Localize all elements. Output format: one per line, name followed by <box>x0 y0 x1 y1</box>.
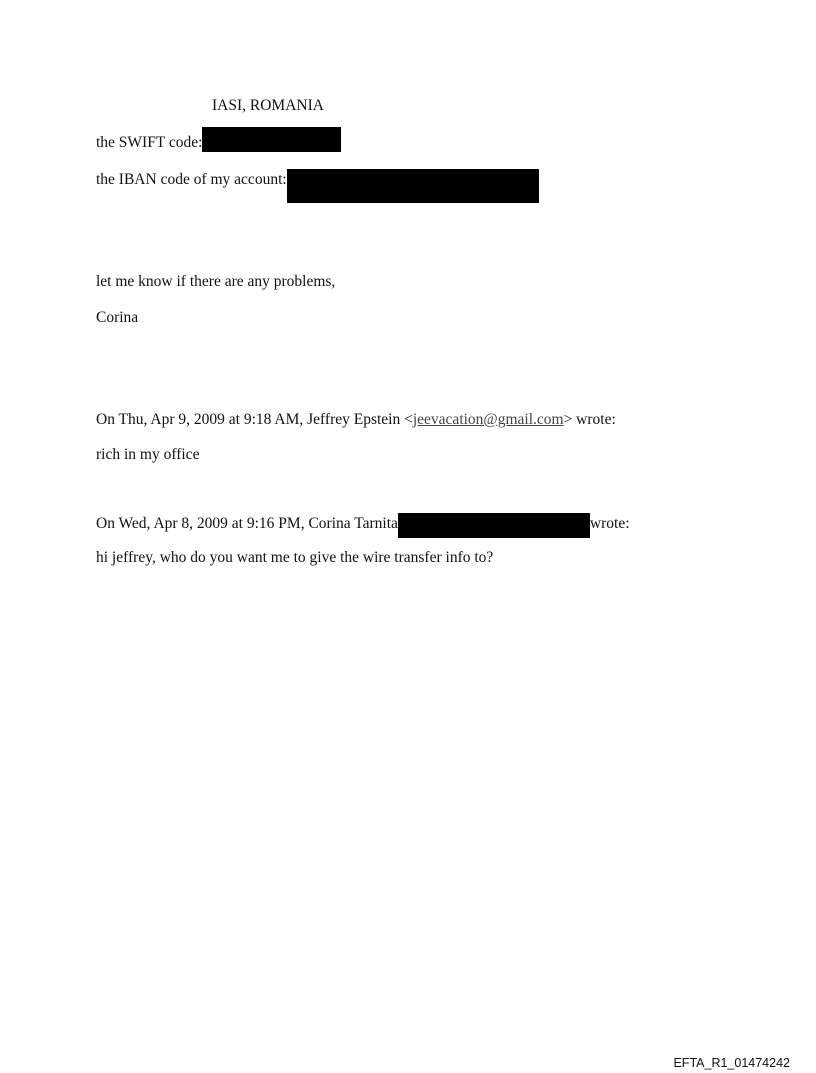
swift-label: the SWIFT code: <box>96 134 203 151</box>
quote-header-1-prefix: On Thu, Apr 9, 2009 at 9:18 AM, Jeffrey Epstein < <box>96 411 413 428</box>
iban-line <box>96 171 539 203</box>
quote-header-1-suffix: > wrote: <box>563 411 616 428</box>
document-id: EFTA_R1_01474242 <box>673 1056 790 1070</box>
quote-header-2 <box>96 515 630 538</box>
iban-label: the IBAN code of my account: <box>96 171 287 188</box>
quote-body-2: hi jeffrey, who do you want me to give the wire transfer info to? <box>96 549 494 566</box>
sender-email-link[interactable]: jeevacation@gmail.com <box>412 411 564 428</box>
closing-message: let me know if there are any problems, <box>96 273 336 290</box>
swift-line <box>96 134 341 152</box>
signature: Corina <box>96 309 139 326</box>
quote-header-1 <box>96 411 616 429</box>
quote-header-2-prefix: On Wed, Apr 8, 2009 at 9:16 PM, Corina Tarnita <box>96 515 398 532</box>
email-redaction-block <box>398 513 590 538</box>
quote-header-2-suffix: wrote: <box>589 515 630 532</box>
address-line: IASI, ROMANIA <box>212 97 324 114</box>
swift-redaction-block <box>202 127 341 152</box>
iban-redaction-block <box>287 169 539 203</box>
quote-body-1: rich in my office <box>96 446 200 463</box>
